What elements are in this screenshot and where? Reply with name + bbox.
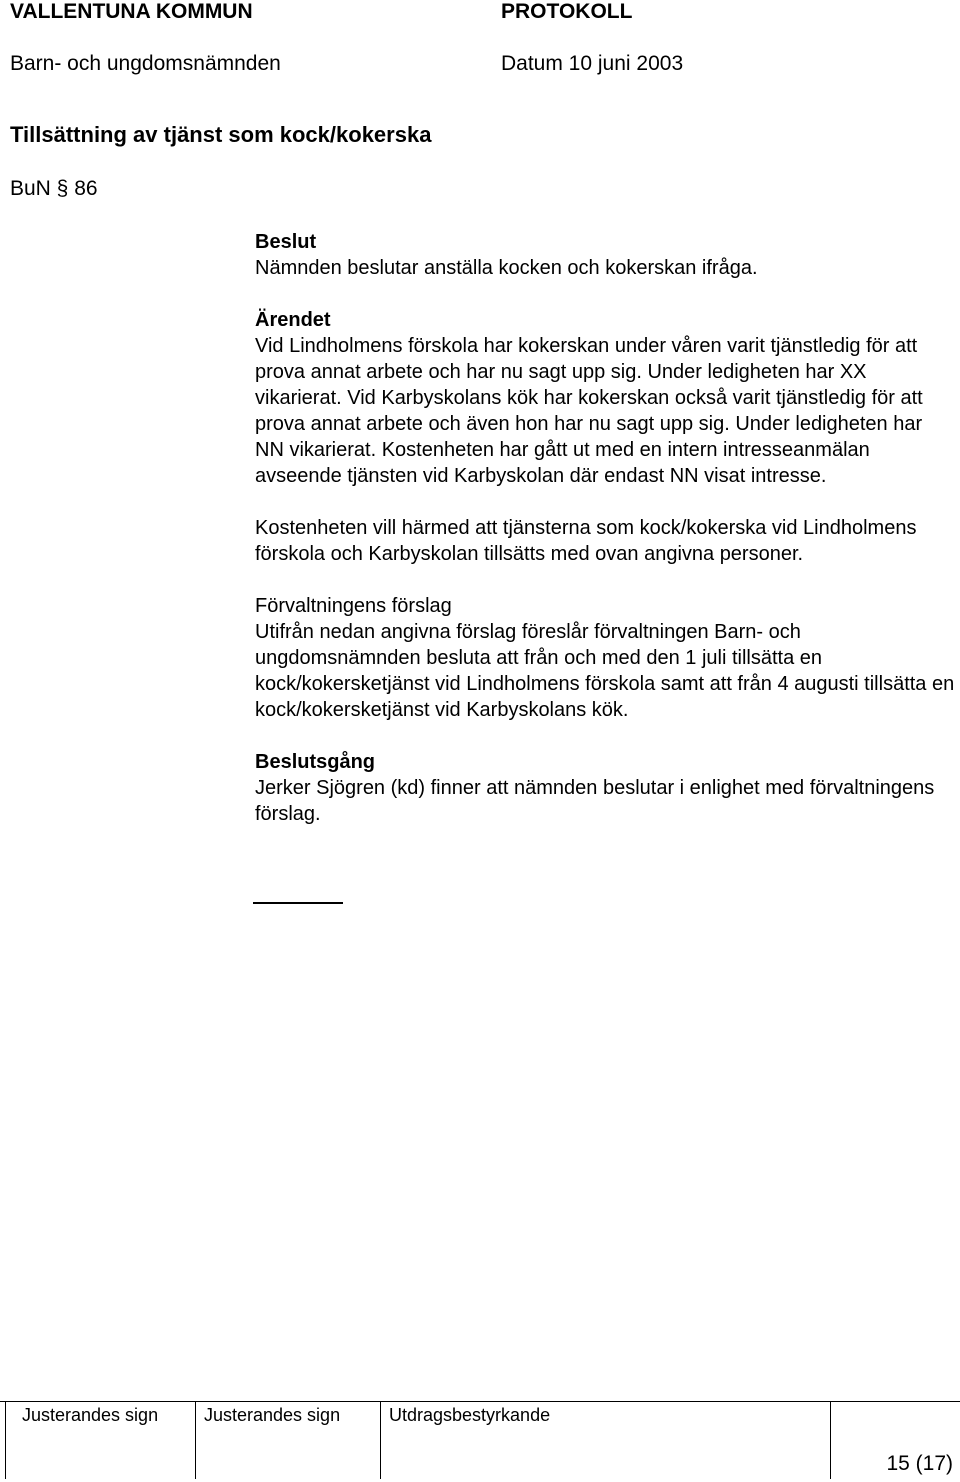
signature-box-2 bbox=[195, 1401, 380, 1479]
document-type: PROTOKOLL bbox=[501, 0, 633, 23]
organization-name: VALLENTUNA KOMMUN bbox=[10, 0, 253, 23]
beslutsgang-heading: Beslutsgång bbox=[255, 751, 376, 773]
committee-name: Barn- och ungdomsnämnden bbox=[10, 52, 281, 75]
signature-box-1 bbox=[0, 1401, 195, 1479]
arendet-text-2: Kostenheten vill härmed att tjänsterna som kock/kokerska vid Lindholmens förskola och Karbyskolan tillsätts med ovan angivna personer. bbox=[255, 517, 917, 565]
beslut-text: Nämnden beslutar anställa kocken och kokerskan ifråga. bbox=[255, 257, 758, 279]
extract-certification-label: Utdragsbestyrkande bbox=[389, 1405, 551, 1425]
arendet-heading: Ärendet bbox=[255, 309, 331, 331]
meeting-date: Datum 10 juni 2003 bbox=[501, 52, 684, 75]
signature-footer bbox=[0, 1401, 960, 1482]
section-end-rule bbox=[253, 902, 343, 904]
page-number: 15 (17) bbox=[886, 1452, 953, 1475]
signature-label-1: Justerandes sign bbox=[22, 1405, 159, 1425]
page-title: Tillsättning av tjänst som kock/kokerska bbox=[10, 122, 432, 147]
signature-label-2: Justerandes sign bbox=[204, 1405, 341, 1425]
forslag-text: Utifrån nedan angivna förslag föreslår förvaltningen Barn- och ungdomsnämnden besluta att från och med den 1 juli tillsätta en kock/kokersketjänst vid Lindholmens förskola samt att från 4 augusti tillsätta en kock/kokersketjänst vid Karbyskolans kök. bbox=[255, 621, 955, 721]
page-number-box bbox=[830, 1401, 959, 1479]
beslut-heading: Beslut bbox=[255, 231, 317, 253]
protocol-body bbox=[255, 229, 955, 827]
section-number: BuN § 86 bbox=[10, 177, 98, 200]
beslutsgang-text: Jerker Sjögren (kd) finner att nämnden beslutar i enlighet med förvaltningens förslag. bbox=[255, 777, 935, 825]
arendet-text-1: Vid Lindholmens förskola har kokerskan under våren varit tjänstledig för att prova annat arbete och har nu sagt upp sig. Under ledigheten har XX vikarierat. Vid Karbyskolans kök har kokerskan också varit tjänstledig för att prova annat arbete och även hon har nu sagt upp sig. Under ledigheten har NN vikarierat. Kostenheten har gått ut med en intern intresseanmälan avseende tjänsten vid Karbyskolan där endast NN visat intresse. bbox=[255, 335, 923, 487]
forslag-heading: Förvaltningens förslag bbox=[255, 595, 452, 617]
extract-certification-box bbox=[380, 1401, 830, 1479]
